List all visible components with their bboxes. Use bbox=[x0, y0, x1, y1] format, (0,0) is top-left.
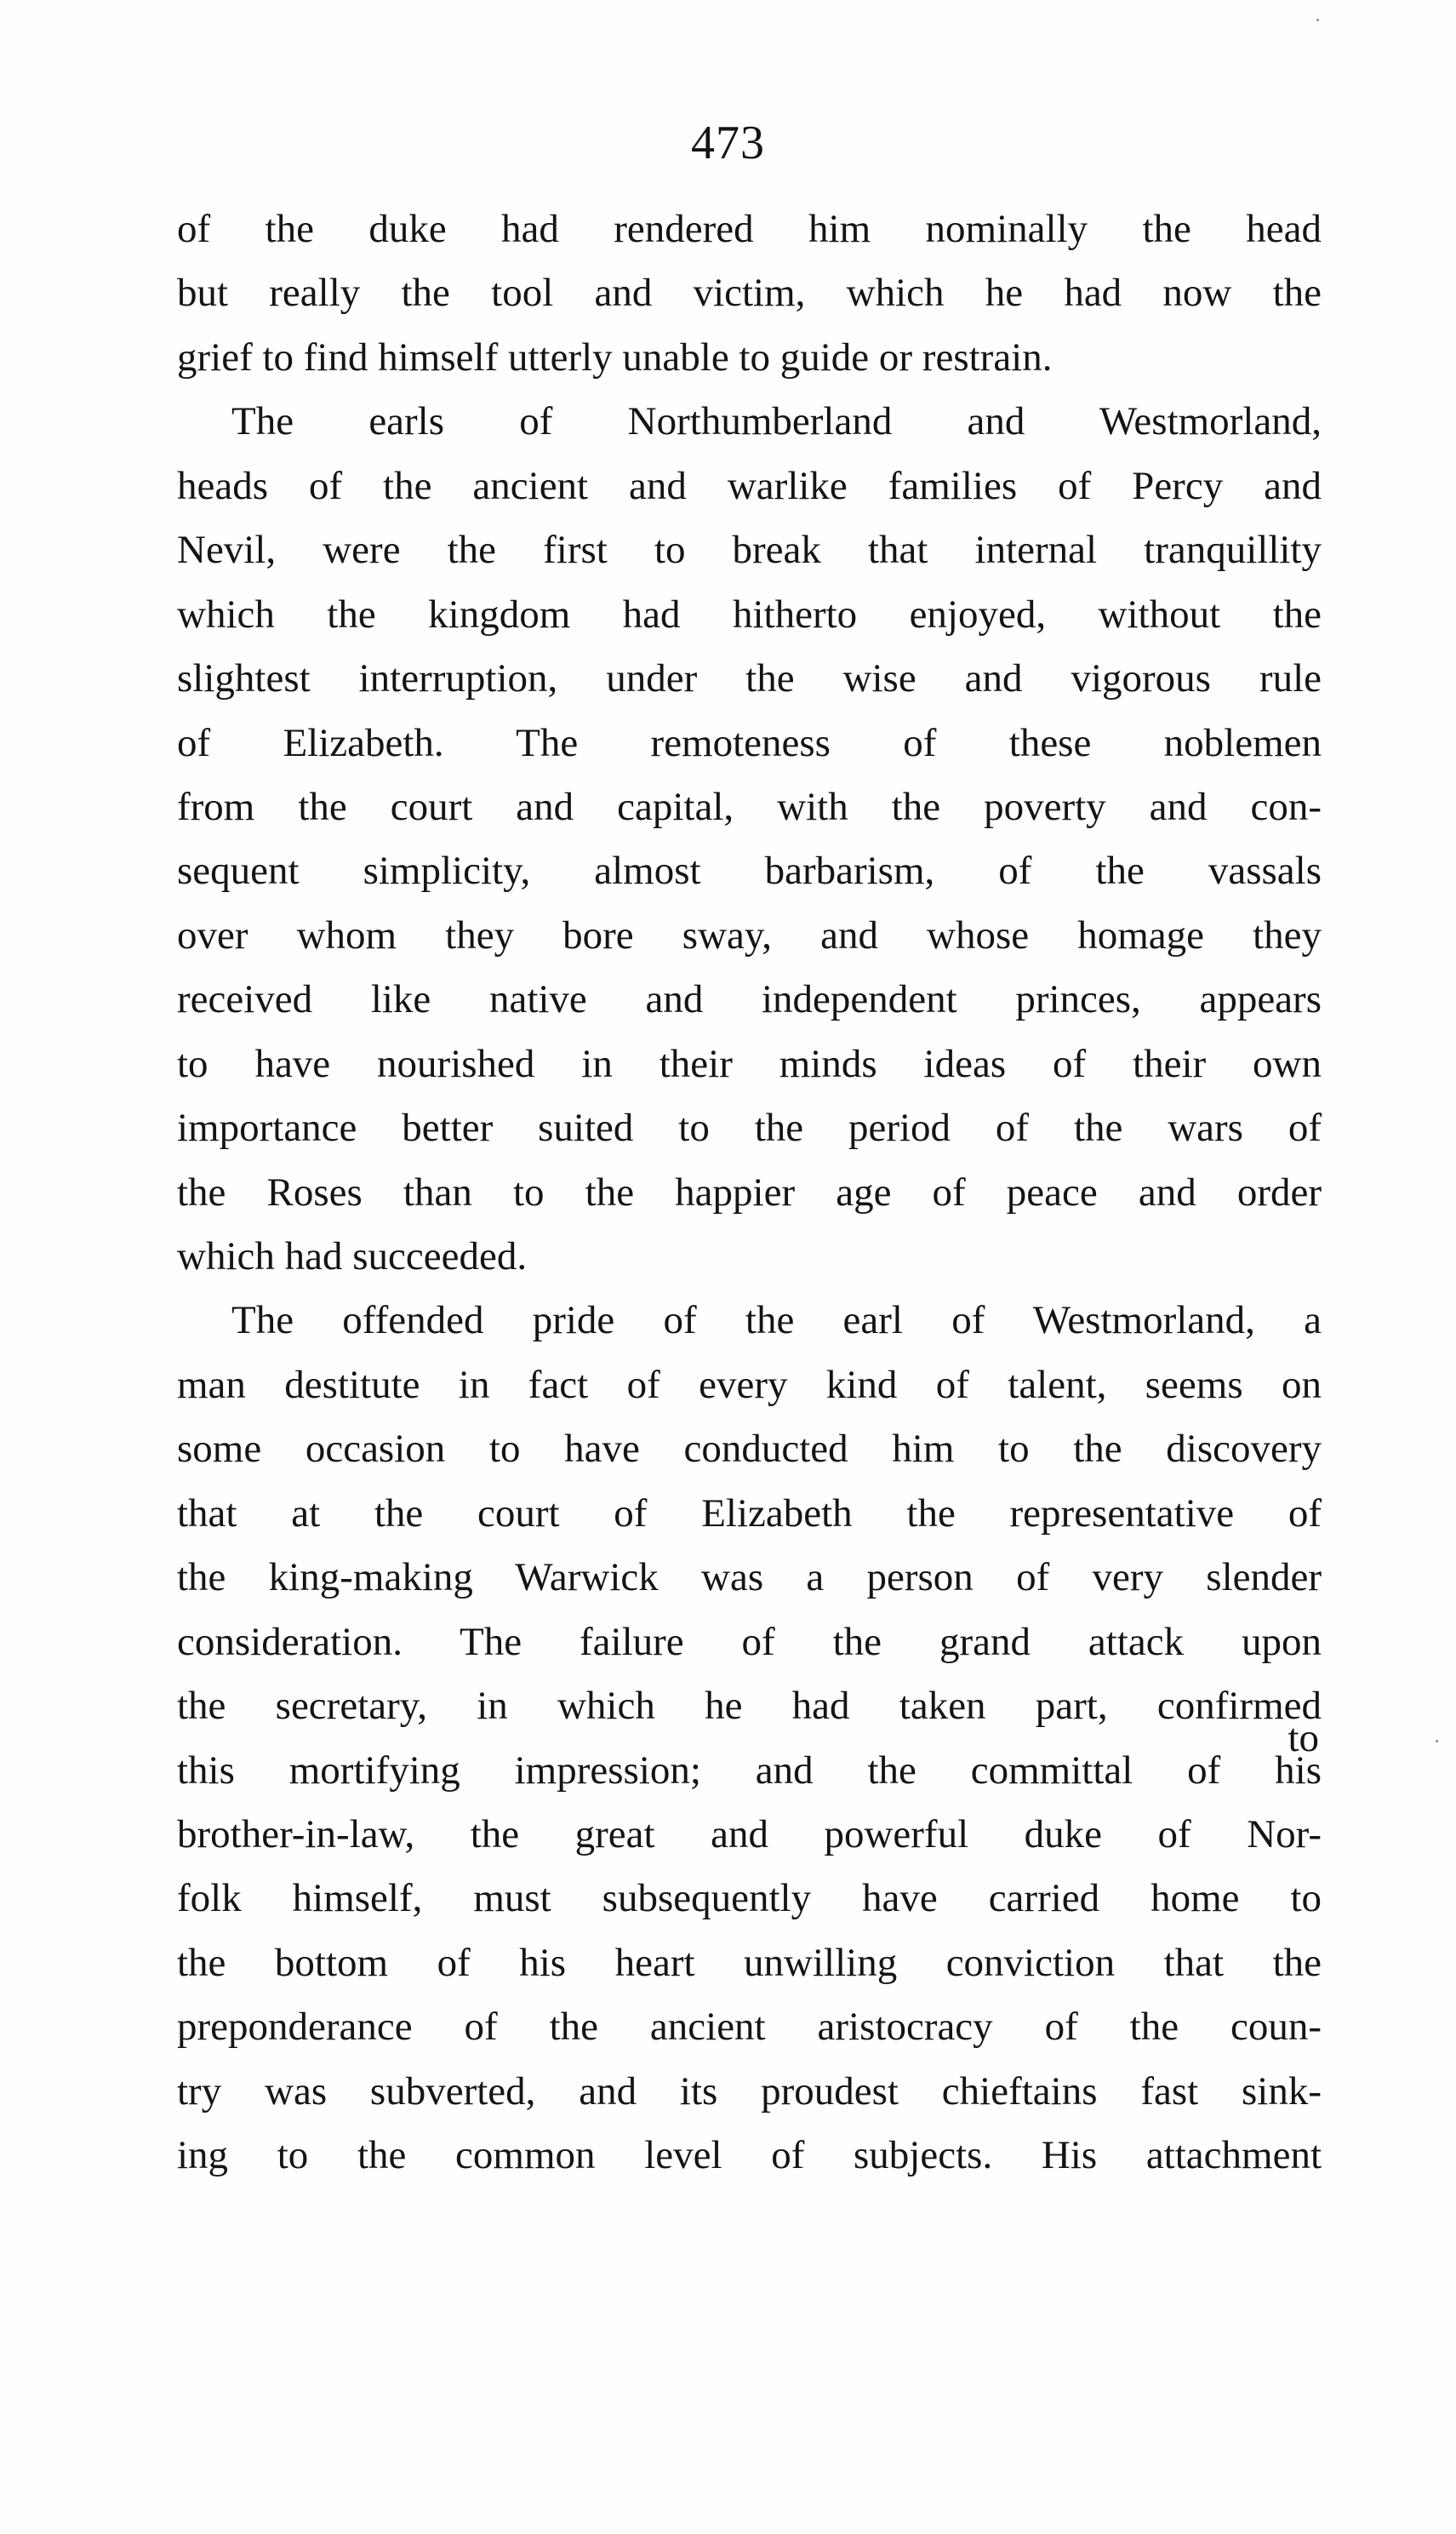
text-line: heads of the ancient and warlike families of Percy and bbox=[177, 463, 1322, 508]
text-line: received like native and independent princes, appears bbox=[177, 977, 1322, 1022]
text-line: consideration. The failure of the grand attack upon bbox=[177, 1619, 1322, 1664]
text-line: to have nourished in their minds ideas of their own bbox=[177, 1041, 1322, 1086]
text-line: the Roses than to the happier age of peace and order bbox=[177, 1170, 1322, 1215]
text-line: grief to find himself utterly unable to guide or restrain. bbox=[177, 335, 1053, 380]
text-line: try was subverted, and its proudest chieftains fast sink- bbox=[177, 2068, 1322, 2114]
text-line: slightest interruption, under the wise and vigorous rule bbox=[177, 656, 1322, 701]
paper-speck bbox=[1316, 19, 1319, 21]
text-line: the king-making Warwick was a person of very slender bbox=[177, 1555, 1322, 1600]
body-text bbox=[177, 197, 1322, 2188]
text-line: that at the court of Elizabeth the representative of bbox=[177, 1490, 1322, 1536]
text-line: of Elizabeth. The remoteness of these noblemen bbox=[177, 720, 1322, 765]
text-line: brother-in-law, the great and powerful duke of Nor- bbox=[177, 1811, 1322, 1856]
paper-speck bbox=[1436, 1740, 1438, 1742]
paragraph-first-line: The earls of Northumberland and Westmorland, bbox=[231, 399, 1322, 444]
text-line: ing to the common level of subjects. His attachment bbox=[177, 2133, 1322, 2178]
text-line: over whom they bore sway, and whose homage they bbox=[177, 912, 1322, 958]
text-line: preponderance of the ancient aristocracy of the coun- bbox=[177, 2005, 1322, 2050]
text-line: Nevil, were the first to break that internal tranquillity bbox=[177, 528, 1322, 573]
text-line: sequent simplicity, almost barbarism, of the vassals bbox=[177, 849, 1322, 894]
paragraph-first-line: The offended pride of the earl of Westmorland, a bbox=[231, 1298, 1322, 1343]
text-line: some occasion to have conducted him to the discovery bbox=[177, 1427, 1322, 1472]
text-line: of the duke had rendered him nominally the head bbox=[177, 207, 1322, 251]
text-line: this mortifying impression; and the committal of his bbox=[177, 1747, 1322, 1793]
text-line: but really the tool and victim, which he had now the bbox=[177, 271, 1322, 316]
text-line: the bottom of his heart unwilling conviction that the bbox=[177, 1940, 1322, 1985]
page-number: 473 bbox=[691, 117, 765, 169]
text-line: importance better suited to the period of the wars of bbox=[177, 1106, 1322, 1151]
text-line: which the kingdom had hitherto enjoyed, without the bbox=[177, 592, 1322, 637]
text-line: the secretary, in which he had taken part, confirmed bbox=[177, 1684, 1322, 1729]
text-line: folk himself, must subsequently have carried home to bbox=[177, 1876, 1322, 1921]
text-line: which had succeeded. bbox=[177, 1234, 528, 1278]
catchword: to bbox=[1288, 1716, 1319, 1760]
text-line: from the court and capital, with the poverty and con- bbox=[177, 784, 1322, 829]
text-line: man destitute in fact of every kind of talent, seems on bbox=[177, 1362, 1322, 1407]
